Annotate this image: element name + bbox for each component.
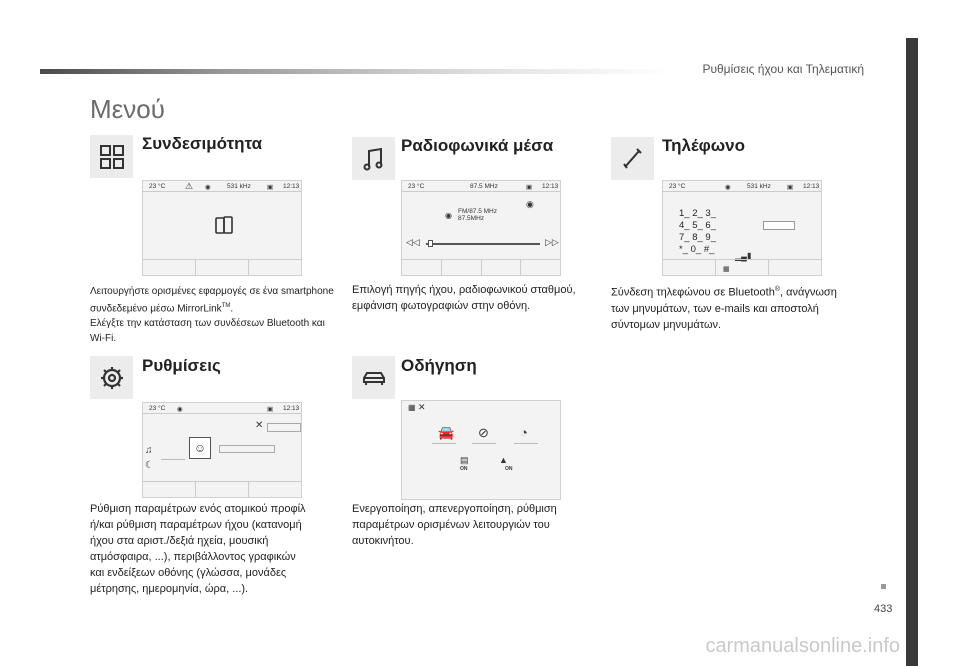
clock-time: 12:13 bbox=[542, 183, 559, 190]
close-icon: ✕ bbox=[418, 402, 426, 412]
frequency: 87.5 MHz bbox=[470, 183, 498, 190]
media-icon: ▣ bbox=[787, 184, 794, 191]
seek-back-icon: ◁◁ bbox=[406, 237, 420, 247]
screen-status-bar bbox=[143, 181, 301, 192]
mirrorlink-phone-icon bbox=[213, 215, 235, 237]
settings-icon-box[interactable] bbox=[90, 356, 133, 399]
temperature: 23 °C bbox=[669, 183, 686, 190]
keypad-row: *_ 0_ #_ bbox=[679, 244, 715, 255]
settings-description: Ρύθμιση παραμέτρων ενός ατομικού προφίλ ή/και ρύθμιση παραμέτρων ήχου (κατανομή ήχου στα αριστ./δεξιά ηχεία, μουσική ατμόσφαιρα, ...), περιβάλλοντος γραφικών και ενδείξεων οθόνης (γλώσσα, μονάδες μέτρησης, ημερομηνία, ώρα, ...). bbox=[90, 503, 306, 595]
number-field bbox=[763, 221, 795, 230]
radio-title: Ραδιοφωνικά μέσα bbox=[401, 136, 554, 155]
page-title: Μενού bbox=[90, 94, 165, 124]
phone-description: Σύνδεση τηλεφώνου σε Bluetooth®, ανάγνωση των μηνυμάτων, των e-mails και αποστολή σύντομων μηνυμάτων. bbox=[611, 286, 837, 331]
radio-signal-icon: ◉ bbox=[205, 184, 211, 191]
settings-title: Ρυθμίσεις bbox=[142, 356, 221, 375]
divider bbox=[472, 443, 496, 444]
settings-field bbox=[267, 423, 301, 432]
station-signal-icon: ◉ bbox=[445, 211, 452, 220]
screen-status-bar bbox=[143, 403, 301, 414]
grid-apps-icon bbox=[98, 143, 126, 171]
clock-time: 12:13 bbox=[803, 183, 820, 190]
speed-limit-icon: ◔ bbox=[520, 425, 528, 440]
warning-icon: ⚠ bbox=[185, 181, 194, 191]
connectivity-icon-box[interactable] bbox=[90, 135, 133, 178]
phone-handset-icon bbox=[619, 145, 647, 173]
grid-icon: ▦ bbox=[408, 403, 416, 412]
battery-icon: ▮ bbox=[747, 251, 752, 260]
driving-description: Ενεργοποίηση, απενεργοποίηση, ρύθμιση παραμέτρων ορισμένων λειτουργιών του αυτοκινήτου. bbox=[352, 503, 557, 547]
phone-screen bbox=[662, 180, 822, 276]
divider bbox=[161, 459, 185, 460]
frequency: 531 kHz bbox=[747, 183, 771, 190]
driving-icon-box[interactable] bbox=[352, 356, 395, 399]
music-note-icon bbox=[360, 145, 388, 173]
audio-settings-icon: ♫ bbox=[145, 445, 153, 456]
lane-assist-status: ON bbox=[505, 466, 513, 472]
car-function-icon: 🚘 bbox=[438, 425, 455, 440]
page-marker bbox=[881, 584, 886, 589]
keypad-row: 4_ 5_ 6_ bbox=[679, 220, 716, 231]
temperature: 23 °C bbox=[149, 183, 166, 190]
lane-assist-icon: ▲ bbox=[499, 455, 508, 465]
screen-status-bar bbox=[663, 181, 821, 192]
radio-signal-icon: ◉ bbox=[177, 406, 183, 413]
temperature: 23 °C bbox=[149, 405, 166, 412]
radio-screen bbox=[401, 180, 561, 276]
chapter-title: Ρυθμίσεις ήχου και Τηλεματική bbox=[702, 62, 864, 76]
media-icon: ▣ bbox=[267, 184, 274, 191]
driving-screen bbox=[401, 400, 561, 500]
signal-strength-icon: ▂▄ bbox=[735, 252, 747, 261]
parking-sensor-status: ON bbox=[460, 466, 468, 472]
parking-sensor-icon: ▤ bbox=[460, 455, 469, 465]
close-icon: ✕ bbox=[255, 420, 264, 431]
screen-footer bbox=[143, 259, 301, 275]
keypad-icon: ▦ bbox=[723, 266, 730, 273]
radio-icon-box[interactable] bbox=[352, 137, 395, 180]
page-number: 433 bbox=[874, 603, 893, 615]
divider bbox=[514, 443, 538, 444]
profile-name-field bbox=[219, 445, 275, 453]
clock-time: 12:13 bbox=[283, 405, 300, 412]
gear-icon bbox=[98, 364, 126, 392]
screen-footer bbox=[663, 259, 821, 275]
driving-assist-icon: ⊘ bbox=[478, 425, 489, 440]
temperature: 23 °C bbox=[408, 183, 425, 190]
keypad-row: 7_ 8_ 9_ bbox=[679, 232, 716, 243]
seek-forward-icon: ▷▷ bbox=[545, 237, 559, 247]
driving-title: Οδήγηση bbox=[401, 356, 477, 375]
profile-icon: ☺ bbox=[189, 437, 211, 459]
screen-footer bbox=[402, 259, 560, 275]
connectivity-description: Λειτουργήστε ορισμένες εφαρμογές σε ένα smartphone συνδεδεμένο μέσω MirrorLink™. Ελέγξτε την κατάσταση των συνδέσεων Bluetooth και Wi-Fi. bbox=[90, 286, 334, 345]
radio-signal-icon: ◉ bbox=[725, 184, 731, 191]
radio-description: Επιλογή πηγής ήχου, ραδιοφωνικού σταθμού, εμφάνιση φωτογραφιών στην οθόνη. bbox=[352, 284, 576, 312]
frequency-slider bbox=[426, 243, 540, 245]
night-mode-icon: ☾ bbox=[145, 460, 154, 471]
frequency: 531 kHz bbox=[227, 183, 251, 190]
divider bbox=[432, 443, 456, 444]
header-gradient-bar bbox=[40, 69, 670, 74]
media-icon: ▣ bbox=[267, 406, 274, 413]
station-info: FM/87.5 MHz 87.5MHz bbox=[458, 208, 498, 222]
radio-signal-icon: ◉ bbox=[526, 199, 534, 209]
screen-footer bbox=[143, 481, 301, 497]
watermark: carmanualsonline.info bbox=[705, 635, 900, 657]
side-tab-strip bbox=[906, 38, 918, 666]
clock-time: 12:13 bbox=[283, 183, 300, 190]
slider-thumb bbox=[428, 240, 433, 247]
connectivity-title: Συνδεσιμότητα bbox=[142, 134, 263, 153]
settings-screen bbox=[142, 402, 302, 498]
media-icon: ▣ bbox=[526, 184, 533, 191]
car-icon bbox=[360, 364, 388, 392]
screen-status-bar bbox=[402, 181, 560, 192]
connectivity-screen bbox=[142, 180, 302, 276]
dial-keypad bbox=[679, 208, 716, 256]
phone-title: Τηλέφωνο bbox=[662, 136, 745, 155]
phone-icon-box[interactable] bbox=[611, 137, 654, 180]
keypad-row: 1_ 2_ 3_ bbox=[679, 208, 716, 219]
